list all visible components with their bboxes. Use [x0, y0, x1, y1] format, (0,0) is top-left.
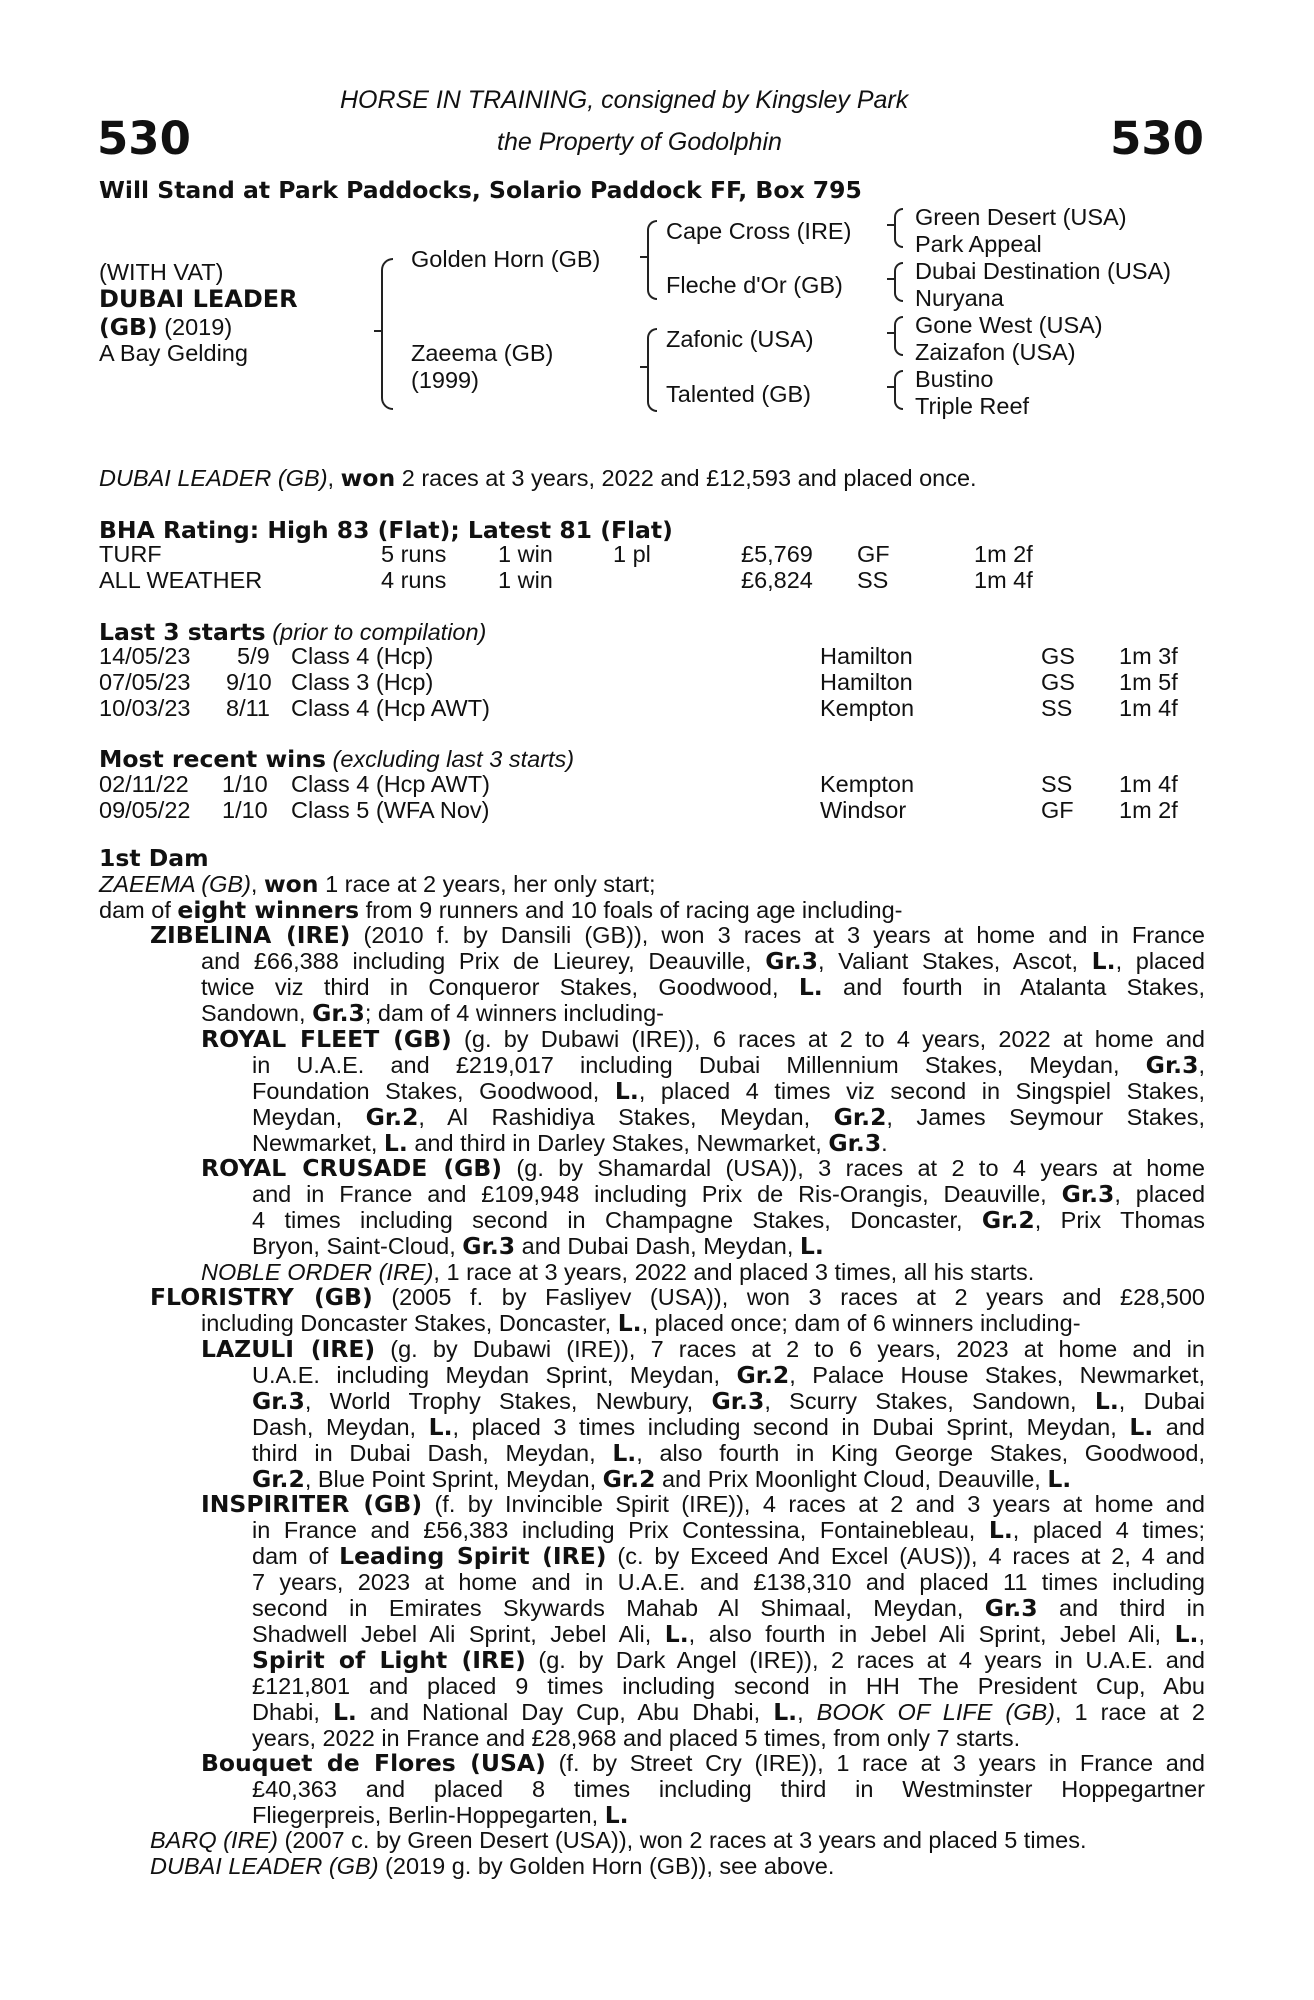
grade: Gr.3	[312, 999, 365, 1027]
grade: Gr.3	[828, 1129, 882, 1157]
grade: L.	[1094, 1387, 1119, 1415]
consignment-line: HORSE IN TRAINING, consigned by Kingsley Park	[340, 86, 909, 114]
pedigree-brace-ds	[894, 316, 903, 356]
pedigree-dam-sire: Zafonic (USA)	[666, 326, 814, 352]
produce-text: 7 years, 2023 at home and in U.A.E. and £138,310 and placed 11 times including	[252, 1569, 1205, 1595]
produce-name: LAZULI (IRE)	[201, 1335, 376, 1363]
last3-title: Last 3 starts	[99, 618, 266, 646]
grade: Gr.3	[984, 1594, 1038, 1622]
produce-text: (f. by Street Cry (IRE)), 1 race at 3 years in France and	[545, 1750, 1205, 1776]
grade: Gr.3	[1145, 1051, 1199, 1079]
produce-text: Shadwell Jebel Ali Sprint, Jebel Ali,	[252, 1621, 665, 1647]
royalcrusade-line	[201, 1155, 1205, 1181]
produce-text: , placed	[1115, 948, 1205, 974]
royalfleet-line	[252, 1130, 888, 1156]
floristry-line	[150, 1284, 1205, 1310]
summary-won: won	[340, 464, 396, 492]
pedigree-dam-dam: Talented (GB)	[666, 381, 811, 407]
produce-name: ROYAL FLEET (GB)	[201, 1025, 452, 1053]
inspiriter-line	[252, 1595, 1205, 1621]
start-date: 10/03/23	[99, 695, 191, 721]
rating-placed: 1 pl	[613, 541, 651, 567]
win-date: 09/05/22	[99, 797, 191, 823]
grade: L.	[988, 1516, 1013, 1544]
produce-name: Bouquet de Flores (USA)	[201, 1749, 546, 1777]
pedigree-brace-main	[381, 258, 393, 410]
produce-text: , also fourth in Jebel Ali Sprint, Jebel Ali,	[688, 1621, 1175, 1647]
pedigree-sire-dam: Fleche d'Or (GB)	[666, 272, 843, 298]
nobleorder-line	[201, 1259, 1034, 1285]
produce-text: £40,363 and placed 8 times including third in Westminster Hoppegartner	[252, 1776, 1205, 1802]
produce-text: in U.A.E. and £219,017 including Dubai Millennium Stakes, Meydan,	[252, 1052, 1146, 1078]
produce-text: .	[881, 1130, 888, 1156]
produce-text: in France and £56,383 including Prix Contessina, Fontainebleau,	[252, 1517, 989, 1543]
pedigree-dam: Zaeema (GB)	[411, 340, 554, 366]
produce-name: FLORISTRY (GB)	[150, 1283, 373, 1311]
lazuli-line	[252, 1466, 1071, 1492]
start-going: SS	[1041, 695, 1073, 721]
dam-line-1	[99, 871, 656, 897]
grade: L.	[664, 1620, 689, 1648]
produce-text: and fourth in Atalanta Stakes,	[822, 974, 1205, 1000]
produce-text: Dash, Meydan,	[252, 1414, 429, 1440]
inspiriter-line	[252, 1699, 1205, 1725]
win-position: 1/10	[222, 797, 268, 823]
grade: L.	[1091, 947, 1116, 975]
rating-prize: £5,769	[741, 541, 813, 567]
win-race: Class 4 (Hcp AWT)	[291, 771, 490, 797]
grade: L.	[773, 1698, 798, 1726]
win-race: Class 5 (WFA Nov)	[291, 797, 490, 823]
dam-text: dam of	[99, 897, 178, 923]
produce-text: , also fourth in King George Stakes, Goodwood,	[636, 1440, 1205, 1466]
dam-text: 1 race at 2 years, her only start;	[318, 871, 656, 897]
grade: L.	[604, 1801, 629, 1829]
recent-row	[0, 797, 1314, 823]
grade: Gr.2	[981, 1206, 1035, 1234]
vat-label: (WITH VAT)	[99, 259, 224, 285]
produce-text: and £66,388 including Prix de Lieurey, Deauville,	[201, 948, 766, 974]
last3-row	[0, 643, 1314, 669]
inspiriter-line	[252, 1517, 1205, 1543]
inspiriter-line	[252, 1569, 1205, 1595]
bouquet-line	[252, 1802, 629, 1828]
produce-text: , World Trophy Stakes, Newbury,	[304, 1388, 712, 1414]
win-date: 02/11/22	[99, 771, 189, 797]
produce-text: Sandown,	[201, 1000, 313, 1026]
produce-text: Foundation Stakes, Goodwood,	[252, 1078, 615, 1104]
produce-text: , Valiant Stakes, Ascot,	[818, 948, 1092, 974]
produce-name: INSPIRITER (GB)	[201, 1490, 423, 1518]
pedigree-sdd: Nuryana	[915, 285, 1004, 311]
pedigree-sds: Dubai Destination (USA)	[915, 258, 1171, 284]
property-line: the Property of Godolphin	[497, 128, 782, 156]
start-course: Hamilton	[820, 669, 913, 695]
pedigree-brace-dd	[894, 370, 903, 410]
pedigree-dds: Bustino	[915, 366, 994, 392]
royalfleet-line	[252, 1052, 1205, 1078]
produce-text: second in Emirates Skywards Mahab Al Shimaal, Meydan,	[252, 1595, 985, 1621]
rating-distance: 1m 4f	[974, 567, 1033, 593]
horse-year: (2019)	[164, 314, 233, 340]
inspiriter-line	[252, 1725, 1020, 1751]
produce-text: ,	[797, 1699, 817, 1725]
horse-origin: (GB)	[99, 313, 158, 341]
summary-text: 2 races at 3 years, 2022 and £12,593 and placed once.	[395, 465, 977, 491]
grade: L.	[1129, 1413, 1154, 1441]
summary-horse-name: DUBAI LEADER (GB)	[99, 465, 328, 491]
grade: Gr.3	[462, 1232, 516, 1260]
produce-text: ; dam of 4 winners including-	[364, 1000, 664, 1026]
produce-text: , Blue Point Sprint, Meydan,	[304, 1466, 603, 1492]
rating-wins: 1 win	[498, 567, 553, 593]
grade: Gr.3	[1061, 1180, 1115, 1208]
pedigree-sire-sire: Cape Cross (IRE)	[666, 218, 852, 244]
produce-text: and in France and £109,948 including Prix de Ris-Orangis, Deauville,	[252, 1181, 1062, 1207]
win-position: 1/10	[222, 771, 268, 797]
win-course: Kempton	[820, 771, 915, 797]
produce-text: (2019 g. by Golden Horn (GB)), see above.	[378, 1853, 835, 1879]
produce-text: and Dubai Dash, Meydan,	[515, 1233, 800, 1259]
last3-row	[0, 669, 1314, 695]
royalfleet-line	[201, 1026, 1205, 1052]
produce-name: Spirit of Light (IRE)	[252, 1646, 526, 1674]
produce-text: , placed once; dam of 6 winners including-	[641, 1310, 1081, 1336]
inspiriter-line	[201, 1491, 1205, 1517]
produce-text: 4 times including second in Champagne Stakes, Doncaster,	[252, 1207, 982, 1233]
pedigree-brace-sire	[647, 220, 657, 300]
start-position: 8/11	[226, 695, 270, 721]
grade: L.	[612, 1439, 637, 1467]
dubaileader-line	[150, 1853, 834, 1879]
produce-text: , Prix Thomas	[1034, 1207, 1205, 1233]
win-going: GF	[1041, 797, 1074, 823]
grade: L.	[614, 1077, 639, 1105]
recent-heading	[99, 745, 574, 773]
grade: Gr.2	[833, 1103, 887, 1131]
start-course: Kempton	[820, 695, 915, 721]
produce-text: , 1 race at 2	[1055, 1699, 1205, 1725]
win-distance: 1m 4f	[1119, 771, 1178, 797]
start-race: Class 3 (Hcp)	[291, 669, 434, 695]
last3-heading	[99, 618, 486, 646]
produce-name: Leading Spirit (IRE)	[339, 1542, 607, 1570]
produce-text: , placed	[1114, 1181, 1206, 1207]
produce-text: third in Dubai Dash, Meydan,	[252, 1440, 613, 1466]
produce-text: and Prix Moonlight Cloud, Deauville,	[655, 1466, 1048, 1492]
produce-text: (2005 f. by Fasliyev (USA)), won 3 races at 2 years and £28,500	[372, 1284, 1205, 1310]
lazuli-line	[252, 1414, 1205, 1440]
grade: L.	[383, 1129, 408, 1157]
rating-prize: £6,824	[741, 567, 813, 593]
dam-winners: eight winners	[177, 896, 360, 924]
rating-runs: 5 runs	[381, 541, 447, 567]
start-distance: 1m 5f	[1119, 669, 1178, 695]
pedigree-ssd: Park Appeal	[915, 231, 1042, 257]
produce-text: including Doncaster Stakes, Doncaster,	[201, 1310, 618, 1336]
grade: Gr.3	[711, 1387, 765, 1415]
pedigree-brace-dam	[647, 328, 657, 412]
zibelina-line	[201, 1000, 664, 1026]
lazuli-line	[252, 1362, 1205, 1388]
pedigree-brace-ss	[894, 208, 903, 248]
inspiriter-line	[252, 1673, 1205, 1699]
produce-name: BOOK OF LIFE (GB)	[816, 1699, 1055, 1725]
horse-description: A Bay Gelding	[99, 340, 248, 366]
produce-text: ,	[1198, 1621, 1205, 1647]
grade: L.	[1174, 1620, 1199, 1648]
start-date: 14/05/23	[99, 643, 191, 669]
rating-going: GF	[857, 541, 890, 567]
start-position: 9/10	[226, 669, 272, 695]
produce-text: (g. by Shamardal (USA)), 3 races at 2 to 4 years at home	[502, 1155, 1206, 1181]
bouquet-line	[201, 1750, 1205, 1776]
inspiriter-line	[252, 1543, 1205, 1569]
rating-row-aw	[0, 567, 1314, 593]
grade: L.	[799, 1232, 824, 1260]
zibelina-line	[201, 948, 1205, 974]
produce-name: ZIBELINA (IRE)	[150, 921, 351, 949]
start-going: GS	[1041, 643, 1075, 669]
produce-text: Fliegerpreis, Berlin-Hoppegarten,	[252, 1802, 605, 1828]
rating-surface: ALL WEATHER	[99, 567, 263, 593]
produce-text: (2010 f. by Dansili (GB)), won 3 races at 3 years at home and in France	[350, 922, 1206, 948]
inspiriter-line	[252, 1621, 1205, 1647]
lazuli-line	[252, 1440, 1205, 1466]
pedigree-sire: Golden Horn (GB)	[411, 246, 601, 272]
pedigree-brace-sd	[894, 262, 903, 302]
bouquet-line	[252, 1776, 1205, 1802]
win-course: Windsor	[820, 797, 907, 823]
grade: Gr.2	[736, 1361, 790, 1389]
produce-name: BARQ (IRE)	[150, 1827, 278, 1853]
royalcrusade-line	[252, 1181, 1205, 1207]
horse-origin-year	[99, 313, 232, 341]
rating-going: SS	[857, 567, 889, 593]
produce-text: , James Seymour Stakes,	[886, 1104, 1205, 1130]
royalfleet-line	[252, 1104, 1205, 1130]
grade: Gr.3	[765, 947, 818, 975]
produce-text: Bryon, Saint-Cloud,	[252, 1233, 463, 1259]
floristry-line	[201, 1310, 1081, 1336]
pedigree-dss: Gone West (USA)	[915, 312, 1103, 338]
produce-text: dam of	[252, 1543, 340, 1569]
produce-text: and third in Darley Stakes, Newmarket,	[407, 1130, 829, 1156]
pedigree-sss: Green Desert (USA)	[915, 204, 1127, 230]
produce-text: and	[1153, 1414, 1205, 1440]
dam-won: won	[263, 870, 319, 898]
grade: L.	[1047, 1465, 1072, 1493]
rating-runs: 4 runs	[381, 567, 447, 593]
start-going: GS	[1041, 669, 1075, 695]
produce-text: (c. by Exceed And Excel (AUS)), 4 races at 2, 4 and	[606, 1543, 1205, 1569]
lazuli-line	[201, 1336, 1205, 1362]
dam-heading: 1st Dam	[99, 844, 209, 872]
grade: Gr.2	[365, 1103, 419, 1131]
rating-heading: BHA Rating: High 83 (Flat); Latest 81 (Flat)	[99, 516, 673, 544]
rating-row-turf	[0, 541, 1314, 567]
horse-name: DUBAI LEADER	[99, 285, 298, 313]
lot-number-right: 530	[1110, 112, 1204, 165]
recent-title: Most recent wins	[99, 745, 326, 773]
produce-text: , 1 race at 3 years, 2022 and placed 3 times, all his starts.	[433, 1259, 1035, 1285]
rating-wins: 1 win	[498, 541, 553, 567]
produce-text: U.A.E. including Meydan Sprint, Meydan,	[252, 1362, 737, 1388]
dam-line-2	[99, 897, 903, 923]
rating-surface: TURF	[99, 541, 162, 567]
produce-text: Meydan,	[252, 1104, 366, 1130]
stand-location: Will Stand at Park Paddocks, Solario Paddock FF, Box 795	[99, 176, 862, 204]
last3-note: (prior to compilation)	[265, 619, 487, 645]
produce-text: , Dubai	[1118, 1388, 1205, 1414]
dam-text: from 9 runners and 10 foals of racing age including-	[359, 897, 903, 923]
inspiriter-line	[252, 1647, 1205, 1673]
royalcrusade-line	[252, 1207, 1205, 1233]
produce-text: Newmarket,	[252, 1130, 384, 1156]
produce-text: (g. by Dubawi (IRE)), 6 races at 2 to 4 years, 2022 at home and	[451, 1026, 1206, 1052]
pedigree-dam-year: (1999)	[411, 367, 479, 393]
start-distance: 1m 4f	[1119, 695, 1178, 721]
grade: L.	[617, 1309, 642, 1337]
start-race: Class 4 (Hcp AWT)	[291, 695, 490, 721]
start-position: 5/9	[237, 643, 270, 669]
grade: L.	[428, 1413, 453, 1441]
produce-text: and third in	[1037, 1595, 1205, 1621]
produce-text: and National Day Cup, Abu Dhabi,	[356, 1699, 774, 1725]
start-course: Hamilton	[820, 643, 913, 669]
dam-name: ZAEEMA (GB)	[99, 871, 251, 897]
last3-row	[0, 695, 1314, 721]
produce-text: (f. by Invincible Spirit (IRE)), 4 races at 2 and 3 years at home and	[422, 1491, 1205, 1517]
produce-text: (g. by Dubawi (IRE)), 7 races at 2 to 6 years, 2023 at home and in	[375, 1336, 1205, 1362]
produce-text: twice viz third in Conqueror Stakes, Goodwood,	[201, 974, 799, 1000]
win-going: SS	[1041, 771, 1073, 797]
produce-text: years, 2022 in France and £28,968 and placed 5 times, from only 7 starts.	[252, 1725, 1021, 1751]
rating-distance: 1m 2f	[974, 541, 1033, 567]
barq-line	[150, 1827, 1086, 1853]
produce-text: ,	[1198, 1052, 1205, 1078]
race-summary: DUBAI LEADER (GB), won 2 races at 3 years, 2022 and £12,593 and placed once.	[99, 464, 977, 492]
pedigree-dsd: Zaizafon (USA)	[915, 339, 1076, 365]
produce-text: £121,801 and placed 9 times including second in HH The President Cup, Abu	[252, 1673, 1205, 1699]
dam-text: ,	[250, 871, 264, 897]
produce-text: , placed 4 times;	[1012, 1517, 1205, 1543]
produce-text: , placed 3 times including second in Dubai Sprint, Meydan,	[452, 1414, 1130, 1440]
recent-row	[0, 771, 1314, 797]
produce-text: Dhabi,	[252, 1699, 333, 1725]
grade: L.	[798, 973, 823, 1001]
start-date: 07/05/23	[99, 669, 191, 695]
grade: Gr.2	[602, 1465, 656, 1493]
royalfleet-line	[252, 1078, 1205, 1104]
grade: Gr.2	[252, 1465, 305, 1493]
zibelina-line	[201, 974, 1205, 1000]
pedigree-ddd: Triple Reef	[915, 393, 1030, 419]
recent-note: (excluding last 3 starts)	[325, 746, 575, 772]
produce-text: (g. by Dark Angel (IRE)), 2 races at 4 years in U.A.E. and	[525, 1647, 1205, 1673]
produce-name: NOBLE ORDER (IRE)	[201, 1259, 434, 1285]
win-distance: 1m 2f	[1119, 797, 1178, 823]
produce-text: , Scurry Stakes, Sandown,	[764, 1388, 1095, 1414]
start-distance: 1m 3f	[1119, 643, 1178, 669]
lot-number-left: 530	[97, 112, 191, 165]
produce-text: , placed 4 times viz second in Singspiel Stakes,	[638, 1078, 1205, 1104]
produce-text: , Al Rashidiya Stakes, Meydan,	[418, 1104, 834, 1130]
grade: Gr.3	[252, 1387, 305, 1415]
royalcrusade-line	[252, 1233, 824, 1259]
produce-text: , Palace House Stakes, Newmarket,	[789, 1362, 1206, 1388]
lazuli-line	[252, 1388, 1205, 1414]
produce-name: DUBAI LEADER (GB)	[150, 1853, 379, 1879]
start-race: Class 4 (Hcp)	[291, 643, 434, 669]
zibelina-line	[150, 922, 1205, 948]
produce-name: ROYAL CRUSADE (GB)	[201, 1154, 503, 1182]
grade: L.	[332, 1698, 357, 1726]
produce-text: (2007 c. by Green Desert (USA)), won 2 races at 3 years and placed 5 times.	[277, 1827, 1087, 1853]
